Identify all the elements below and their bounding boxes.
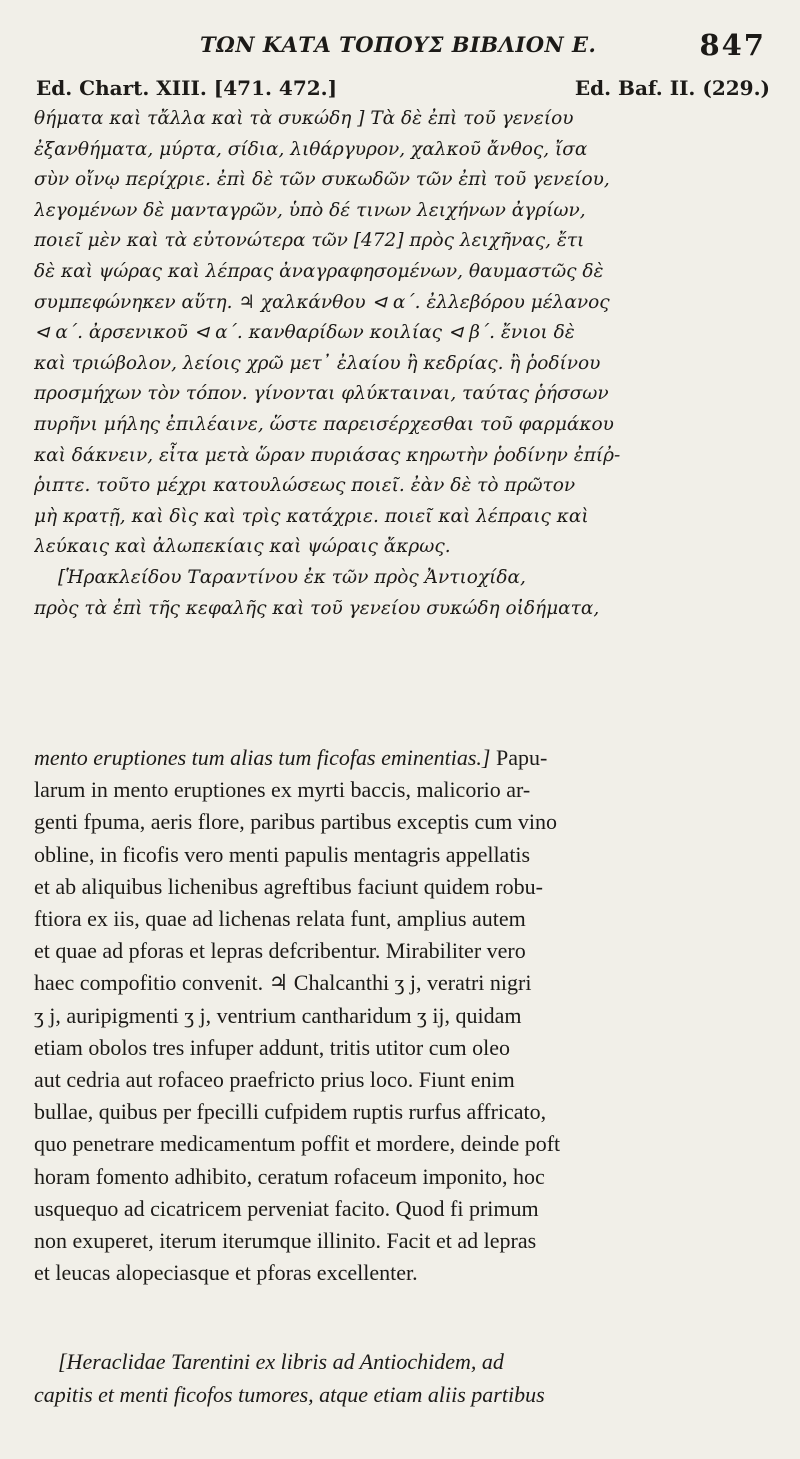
latin-line: horam fomento adhibito, ceratum rofaceum imponito, hoc [34,1163,545,1189]
greek-line: καὶ δάκνειν, εἶτα μετὰ ὥραν πυριάσας κηρωτὴν ῥοδίνην ἐπίῤ- [34,444,621,466]
latin-heading-block [34,1345,770,1411]
page-header [0,28,800,68]
latin-line: ʒ j, auripigmenti ʒ j, ventrium cantharidum ʒ ij, quidam [34,1002,522,1028]
greek-line: σὺν οἴνῳ περίχριε. ἐπὶ δὲ τῶν συκωδῶν τῶν ἐπὶ τοῦ γενείου, [34,169,610,191]
latin-line-rest: Papu- [490,745,548,770]
greek-line: θήματα καὶ τἄλλα καὶ τὰ συκώδη ] Τὰ δὲ ἐπὶ τοῦ γενείου [34,108,574,129]
greek-line: πυρῆνι μήλης ἐπιλέαινε, ὥστε παρεισέρχεσθαι τοῦ φαρμάκου [34,413,614,435]
edition-chart: Ed. Chart. XIII. [471. 472.] [36,76,338,100]
latin-line: et leucas alopeciasque et pforas excellenter. [34,1260,418,1286]
latin-line: etiam obolos tres infuper addunt, tritis utitor cum oleo [34,1034,510,1060]
greek-line: ποιεῖ μὲν καὶ τὰ εὐτονώτερα τῶν [472] πρὸς λειχῆνας, ἔτι [34,230,585,252]
greek-line: ἐξανθήματα, μύρτα, σίδια, λιθάργυρον, χαλκοῦ ἄνθος, ἴσα [34,138,588,160]
greek-line: καὶ τριώβολον, λείοις χρῶ μετ᾽ ἐλαίου ἢ κεδρίας. ἢ ῥοδίνου [34,352,601,374]
latin-line: non exuperet, iterum iterumque illinito. Facit et ad lepras [34,1228,537,1254]
greek-line: λεγομένων δὲ μανταγρῶν, ὑπὸ δέ τινων λειχήνων ἀγρίων, [34,199,586,221]
greek-text-block [34,104,770,624]
edition-basel: Ed. Baf. II. (229.) [574,76,770,100]
latin-heading-line: [Heraclidae Tarentini ex libris ad Antiochidem, ad [58,1349,504,1374]
greek-line: προσμήχων τὸν τόπον. γίνονται φλύκταιναι, ταύτας ῥήσσων [34,383,609,405]
latin-line: quo penetrare medicamentum poffit et mordere, deinde poft [34,1131,561,1157]
latin-line: obline, in ficofis vero menti papulis mentagris appellatis [34,841,531,867]
latin-line: usquequo ad cicatricem perveniat facito. Quod fi primum [34,1195,539,1221]
running-title: ΤΩΝ ΚΑΤΑ ΤΟΠΟΥΣ ΒΙΒΛΙΟΝ Ε. [200,32,597,57]
greek-line: μὴ κρατῇ, καὶ δὶς καὶ τρὶς κατάχριε. ποιεῖ καὶ λέπραις καὶ [34,505,589,527]
greek-heading-line: [Ἡρακλείδου Ταραντίνου ἐκ τῶν πρὸς Ἀντιοχίδα, [58,566,526,588]
latin-line: bullae, quibus per fpecilli cufpidem ruptis rurfus affricato, [34,1099,547,1125]
page-number: 847 [699,28,766,62]
latin-line: larum in mento eruptiones ex myrti baccis, malicorio ar- [34,777,531,803]
latin-line: genti fpuma, aeris flore, paribus partibus exceptis cum vino [34,809,557,835]
greek-line: δὲ καὶ ψώρας καὶ λέπρας ἀναγραφησομένων, θαυμαστῶς δὲ [34,260,604,282]
latin-italic-lead: mento eruptiones tum alias tum ficofas eminentias.] [34,745,491,770]
latin-text-block [34,742,770,1289]
greek-heading-line: πρὸς τὰ ἐπὶ τῆς κεφαλῆς καὶ τοῦ γενείου συκώδη οἰδήματα, [34,597,600,619]
latin-line-first [34,742,770,774]
latin-line: haec compofitio convenit. ♃ Chalcanthi ʒ j, veratri nigri [34,970,532,996]
edition-reference [36,76,770,106]
latin-line: et ab aliquibus lichenibus agreftibus faciunt quidem robu- [34,873,543,899]
greek-line: συμπεφώνηκεν αὕτη. ♃ χαλκάνθου ⊲ α΄. ἐλλεβόρου μέλανος [34,291,610,313]
latin-line: ftiora ex iis, quae ad lichenas relata funt, amplius autem [34,906,526,932]
greek-line: λεύκαις καὶ ἀλωπεκίαις καὶ ψώραις ἄκρως. [34,536,451,558]
latin-heading-line: capitis et menti ficofos tumores, atque etiam aliis partibus [34,1382,545,1407]
greek-line: ⊲ α΄. ἀρσενικοῦ ⊲ α΄. κανθαρίδων κοιλίας ⊲ β΄. ἔνιοι δὲ [34,322,575,344]
latin-line: aut cedria aut rofaceo praefricto prius loco. Fiunt enim [34,1067,515,1093]
latin-line: et quae ad pforas et lepras defcribentur. Mirabiliter vero [34,938,526,964]
greek-line: ῥιπτε. τοῦτο μέχρι κατουλώσεως ποιεῖ. ἐὰν δὲ τὸ πρῶτον [34,475,576,497]
